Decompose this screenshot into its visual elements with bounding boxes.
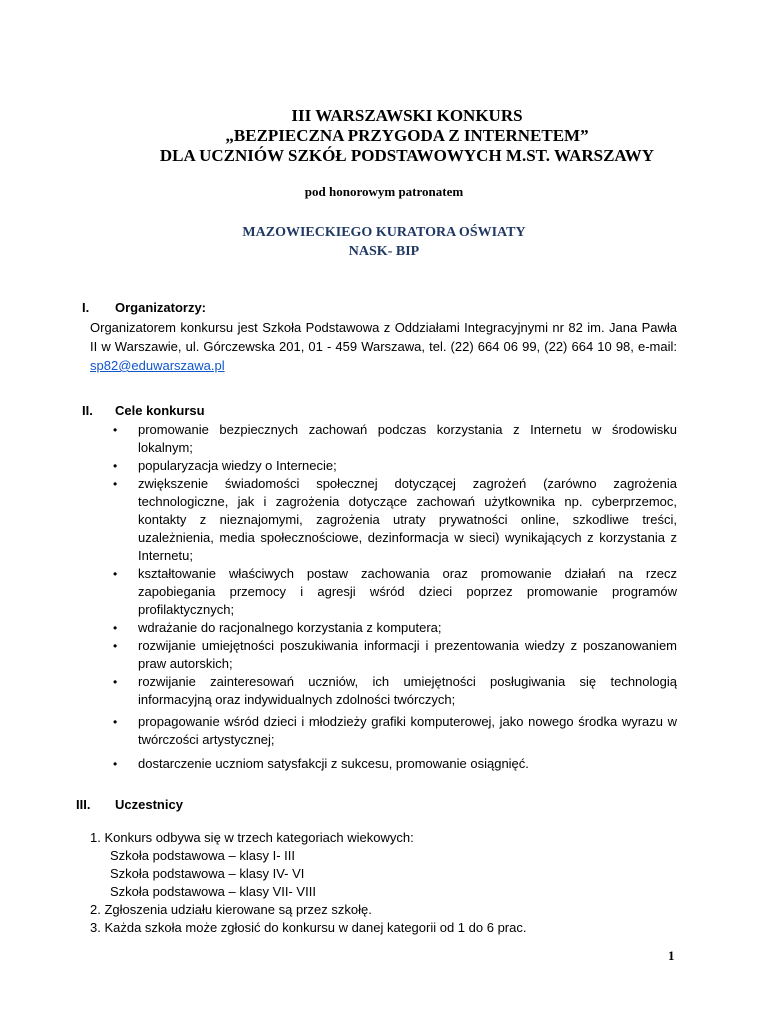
list-item: 1. Konkurs odbywa się w trzech kategoriach wiekowych: xyxy=(90,830,414,845)
list-item: • rozwijanie zainteresowań uczniów, ich umiejętności posługiwania się technologią informacyjną oraz indywidualnych zdolności twórczych; xyxy=(113,674,677,707)
bullet-icon: • xyxy=(113,639,118,653)
bullet-icon: • xyxy=(113,757,118,771)
list-item: • rozwijanie umiejętności poszukiwania informacji i prezentowania wiedzy z poszanowaniem praw autorskich; xyxy=(113,638,677,671)
section-3-number: III. xyxy=(76,797,91,812)
goals-list xyxy=(90,421,677,773)
email-link[interactable]: sp82@eduwarszawa.pl xyxy=(90,358,225,373)
bullet-icon: • xyxy=(113,567,118,581)
list-item: Szkoła podstawowa – klasy IV- VI xyxy=(110,866,305,881)
section-1-text xyxy=(90,318,677,375)
list-item: • kształtowanie właściwych postaw zachowania oraz promowanie działań na rzecz zapobiegania przemocy i agresji wśród dzieci poprzez promowanie programów profilaktycznych; xyxy=(113,566,677,617)
patron-2: NASK- BIP xyxy=(348,244,420,259)
title-line-1: III WARSZAWSKI KONKURS xyxy=(291,106,523,125)
bullet-icon: • xyxy=(113,423,118,437)
list-item: 3. Każda szkoła może zgłosić do konkursu w danej kategorii od 1 do 6 prac. xyxy=(90,920,527,935)
bullet-icon: • xyxy=(113,477,118,491)
participants-list xyxy=(90,829,690,937)
bullet-icon: • xyxy=(113,459,118,473)
section-3-heading: Uczestnicy xyxy=(115,797,183,812)
section-1-heading: Organizatorzy: xyxy=(115,300,207,315)
list-item: • zwiększenie świadomości społecznej dotyczącej zagrożeń (zarówno zagrożenia technologiczne, jak i zagrożenia dotyczące zachowań użytkownika np. cyberprzemoc, kontakty z nieznajomymi, zagrożenia utraty prywatności online, szkodliwe treści, uzależnienia, media społecznościowe, dezinformacja w sieci) wynikających z korzystania z Internetu; xyxy=(113,476,677,563)
list-item: • propagowanie wśród dzieci i młodzieży grafiki komputerowej, jako nowego środka wyrazu w twórczości artystycznej; xyxy=(113,714,677,747)
list-item: • wdrażanie do racjonalnego korzystania z komputera; xyxy=(113,620,442,635)
page-number: 1 xyxy=(668,948,675,963)
section-2-number: II. xyxy=(82,403,93,418)
document-title xyxy=(0,106,768,166)
list-item: • dostarczenie uczniom satysfakcji z sukcesu, promowanie osiągnięć. xyxy=(113,756,529,771)
patrons xyxy=(0,223,768,261)
bullet-icon: • xyxy=(113,675,118,689)
section-1-number: I. xyxy=(82,300,90,315)
list-item: • popularyzacja wiedzy o Internecie; xyxy=(113,458,337,473)
title-line-3: DLA UCZNIÓW SZKÓŁ PODSTAWOWYCH M.ST. WARSZAWY xyxy=(159,146,655,165)
list-item: 2. Zgłoszenia udziału kierowane są przez szkołę. xyxy=(90,902,372,917)
list-item: Szkoła podstawowa – klasy I- III xyxy=(110,848,295,863)
list-item: • promowanie bezpiecznych zachowań podczas korzystania z Internetu w środowisku lokalnym; xyxy=(113,422,677,455)
organizer-text: Organizatorem konkursu jest Szkoła Podstawowa z Oddziałami Integracyjnymi nr 82 im. Jana Pawła II w Warszawie, ul. Górczewska 201, 01 - 459 Warszawa, tel. (22) 664 06 99, (22) 664 10 98, e-mail: xyxy=(90,320,677,354)
patronage-label: pod honorowym patronatem xyxy=(304,184,464,199)
list-item: Szkoła podstawowa – klasy VII- VIII xyxy=(110,884,316,899)
title-line-2: „BEZPIECZNA PRZYGODA Z INTERNETEM” xyxy=(225,126,589,145)
patron-1: MAZOWIECKIEGO KURATORA OŚWIATY xyxy=(242,225,526,240)
bullet-icon: • xyxy=(113,621,118,635)
bullet-icon: • xyxy=(113,715,118,729)
section-2-heading: Cele konkursu xyxy=(115,403,205,418)
